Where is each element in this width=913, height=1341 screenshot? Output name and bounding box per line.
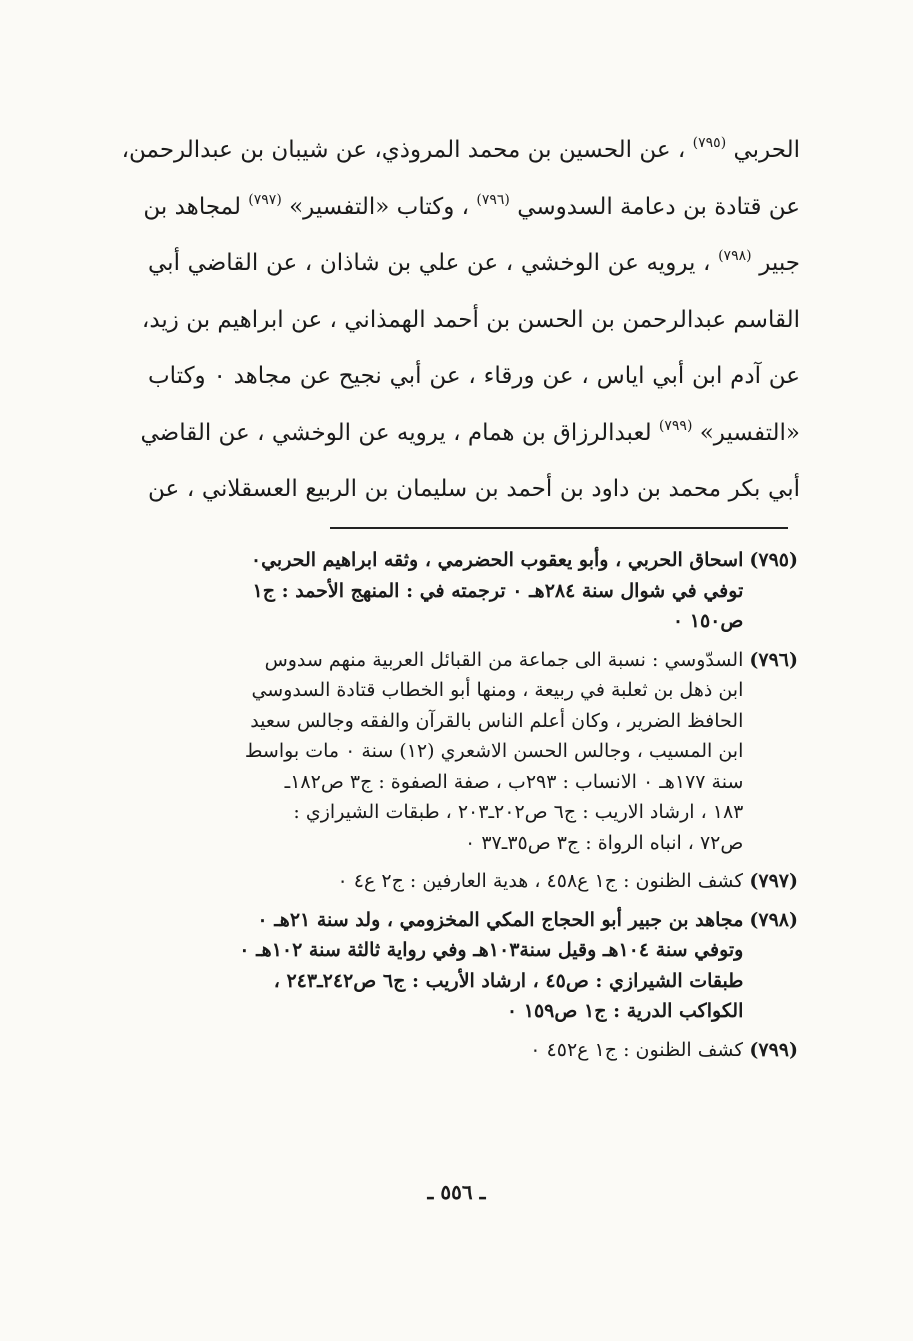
text-segment: أبي بكر محمد بن داود بن أحمد بن سليمان بن الربيع العسقلاني ، عن [148, 476, 800, 502]
main-text-line [121, 122, 800, 179]
text-segment: «التفسير» [699, 419, 800, 446]
footnote-line: اسحاق الحربي ، وأبو يعقوب الحضرمي ، وثقه ابراهيم الحربي٠ [250, 549, 744, 571]
footnote [150, 905, 798, 1027]
text-segment: عن قتادة بن دعامة السدوسي [517, 193, 800, 220]
main-text-block [121, 122, 801, 518]
footnote-marker: (٧٩٧) [248, 191, 282, 208]
text-segment: جبير [759, 250, 800, 276]
main-text-line [143, 179, 800, 236]
footnote-line: ١٨٣ ، ارشاد الاريب : ج٦ ص٢٠٢ـ٢٠٣ ، طبقات الشيرازي : [293, 801, 744, 823]
text-segment: عن آدم ابن أبي اياس ، عن ورقاء ، عن أبي نجيح عن مجاهد ٠ وكتاب [148, 363, 801, 389]
footnote [150, 645, 798, 859]
footnote [150, 866, 798, 897]
text-segment: لعبدالرزاق بن همام ، يرويه عن الوخشي ، عن القاضي [140, 419, 652, 446]
footnote [150, 545, 798, 637]
footnote-divider [330, 527, 788, 529]
footnote-line: توفي في شوال سنة ٢٨٤هـ ٠ ترجمته في : المنهج الأحمد : ج١ [252, 579, 744, 602]
footnote-line: كشف الظنون : ج١ ع٤٥٨ ، هدية العارفين : ج٢ ع٤ ٠ [337, 870, 744, 892]
footnote-marker: (٧٩٨) [718, 248, 752, 264]
footnote-body [150, 1035, 743, 1066]
footnote-number: (٧٩٦) [749, 648, 798, 671]
main-text-line [148, 461, 800, 518]
footnote-line: ص٧٢ ، انباه الرواة : ج٣ ص٣٥ـ٣٧ ٠ [465, 831, 744, 854]
main-text-line [148, 235, 800, 292]
footnote [150, 1035, 798, 1066]
footnote-body [150, 545, 743, 637]
text-segment: ، يرويه عن الوخشي ، عن علي بن شاذان ، عن القاضي أبي [148, 250, 711, 276]
text-segment: الحربي [733, 137, 800, 163]
footnote-number: (٧٩٨) [749, 908, 798, 931]
footnote-number: (٧٩٩) [749, 1038, 798, 1061]
main-text-line [148, 348, 800, 405]
footnote-body [150, 866, 743, 897]
footnotes [150, 545, 798, 1073]
footnote-line: الحافظ الضرير ، وكان أعلم الناس بالقرآن والفقه وجالس سعيد [250, 709, 744, 732]
text-segment: لمجاهد بن [143, 193, 241, 220]
main-text-line [140, 405, 800, 462]
footnote-line: مجاهد بن جبير أبو الحجاج المكي المخزومي ، ولد سنة ٢١هـ ٠ [257, 908, 744, 931]
main-text-line [141, 292, 800, 349]
footnote-number: (٧٩٧) [749, 870, 798, 892]
footnote-body [150, 905, 743, 1027]
footnote-body [150, 645, 743, 859]
text-segment: القاسم عبدالرحمن بن الحسن بن أحمد الهمذاني ، عن ابراهيم بن زيد، [141, 306, 800, 333]
footnote-line: ابن ذهل بن ثعلبة في ربيعة ، ومنها أبو الخطاب قتادة السدوسي [251, 679, 744, 701]
footnote-line: كشف الظنون : ج١ ع٤٥٢ ٠ [530, 1038, 744, 1061]
footnote-line: ابن المسيب ، وجالس الحسن الاشعري (١٢) سنة ٠ مات بواسط [244, 740, 744, 762]
main-text [121, 122, 801, 518]
footnote-line: الكواكب الدرية : ج١ ص١٥٩ ٠ [506, 1000, 744, 1022]
footnote-line: طبقات الشيرازي : ص٤٥ ، ارشاد الأريب : ج٦ ص٢٤٢ـ٢٤٣ ، [273, 969, 744, 992]
footnote-number: (٧٩٥) [749, 549, 798, 571]
footnote-marker: (٧٩٦) [476, 191, 510, 208]
footnote-line: السدّوسي : نسبة الى جماعة من القبائل العربية منهم سدوس [264, 648, 744, 671]
text-segment: ، عن الحسين بن محمد المروذي، عن شيبان بن عبدالرحمن، [121, 137, 686, 163]
footnote-marker: (٧٩٩) [658, 417, 693, 434]
footnote-marker: (٧٩٥) [692, 135, 727, 151]
footnote-line: ص١٥٠ ٠ [672, 610, 744, 632]
text-segment: ، وكتاب «التفسير» [289, 193, 470, 220]
footnote-line: سنة ١٧٧هـ ٠ الانساب : ٢٩٣ب ، صفة الصفوة : ج٣ ص١٨٢ـ [284, 770, 744, 793]
page-number: ـ ٥٥٦ ـ [427, 1180, 486, 1204]
footnote-line: وتوفي سنة ١٠٤هـ وقيل سنة١٠٣هـ وفي رواية ثالثة سنة ١٠٢هـ ٠ [239, 939, 744, 961]
